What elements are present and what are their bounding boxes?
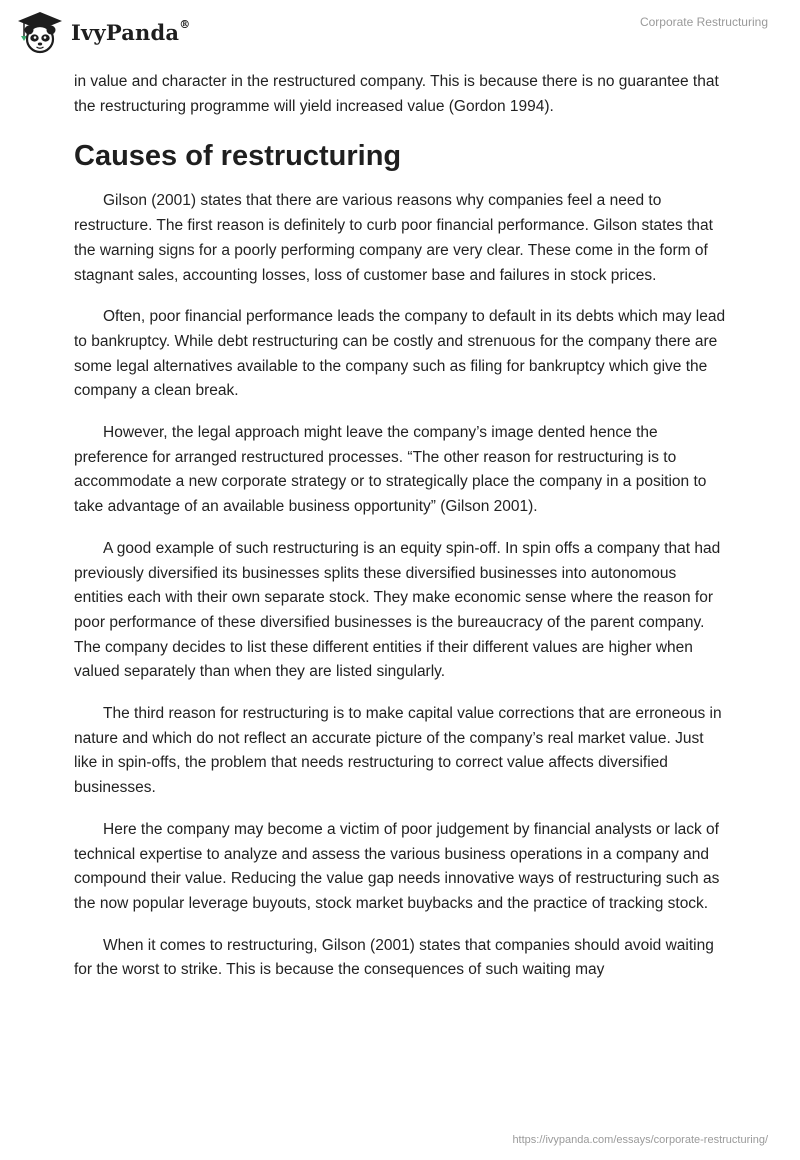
- article-body: [74, 70, 726, 1000]
- paragraph: However, the legal approach might leave the company’s image dented hence the preference for arranged restructured processes. “The other reason for restructuring is to accommodate a new corporate strategy or to strategically place the company in a position to take advantage of an available business opportunity” (Gilson 2001).: [74, 424, 707, 516]
- page-header: [0, 0, 800, 70]
- brand-name: IvyPanda®: [71, 17, 191, 45]
- paragraph: Here the company may become a victim of poor judgement by financial analysts or lack of technical expertise to analyze and assess the various business operations in a company and compound their value. Reducing the value gap needs innovative ways of restructuring such as the now popular leverage buyouts, stock market buybacks and the practice of tracking stock.: [74, 820, 720, 912]
- intro-paragraph: in value and character in the restructured company. This is because there is no guarantee that the restructuring programme will yield increased value (Gordon 1994).: [74, 73, 719, 115]
- section-heading: Causes of restructuring: [74, 140, 402, 173]
- paragraph: Gilson (2001) states that there are various reasons why companies feel a need to restructure. The first reason is definitely to curb poor financial performance. Gilson states that the warning signs for a poorly performing company are very clear. These come in the form of stagnant sales, accounting losses, loss of customer base and failures in stock prices.: [74, 192, 713, 284]
- logo[interactable]: [15, 10, 190, 54]
- paragraph: Often, poor financial performance leads the company to default in its debts which may lead to bankruptcy. While debt restructuring can be costly and strenuous for the company there are some legal alternatives available to the company such as filing for bankruptcy which give the company a clean break.: [74, 308, 726, 400]
- paragraph: A good example of such restructuring is an equity spin-off. In spin offs a company that had previously diversified its businesses splits these diversified businesses into autonomous entities each with their own separate stock. They make economic sense where the reason for poor performance of these diversified businesses is the bureaucracy of the parent company. The company decides to list these different entities if their different values are higher when valued separately than when they are listed singularly.: [74, 539, 721, 681]
- panda-graduate-icon: [15, 10, 65, 54]
- document-title: Corporate Restructuring: [639, 15, 768, 29]
- paragraph: The third reason for restructuring is to make capital value corrections that are erroneous in nature and which do not reflect an accurate picture of the company’s real market value. Just like in spin-offs, the problem that needs restructuring to correct value affects diversified businesses.: [74, 705, 722, 797]
- footer-url[interactable]: https://ivypanda.com/essays/corporate-restructuring/: [512, 1134, 768, 1146]
- paragraph: When it comes to restructuring, Gilson (2001) states that companies should avoid waiting for the worst to strike. This is because the consequences of such waiting may: [74, 936, 714, 979]
